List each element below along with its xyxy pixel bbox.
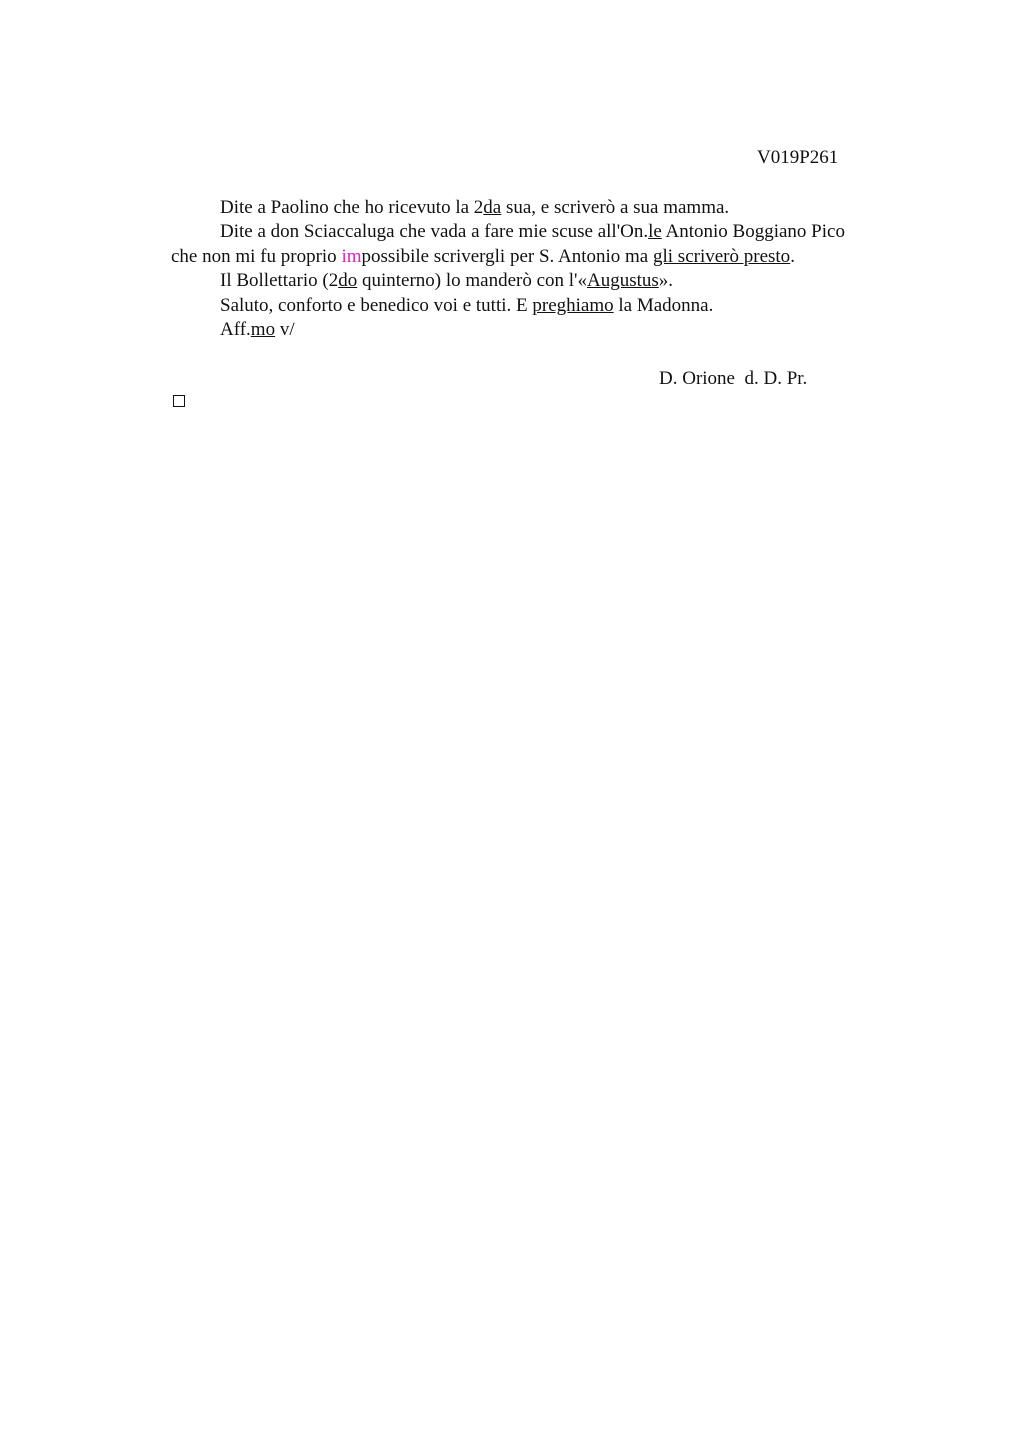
underlined-text: da bbox=[483, 197, 502, 218]
letter-body bbox=[171, 196, 906, 342]
underlined-text: preghiamo bbox=[532, 294, 614, 316]
underlined-text: Augustus bbox=[586, 270, 659, 292]
text-run: ». bbox=[658, 270, 674, 292]
text-run: la Madonna. bbox=[613, 294, 714, 316]
page-reference: V019P261 bbox=[757, 147, 839, 168]
text-run: Il Bollettario (2 bbox=[220, 270, 339, 292]
text-run: sua, e scriverò a sua mamma. bbox=[501, 197, 730, 218]
text-run: v/ bbox=[275, 319, 295, 341]
paragraph-2 bbox=[171, 220, 906, 244]
text-run: quinterno) lo manderò con l'« bbox=[357, 270, 587, 292]
text-run: possibile scrivergli per S. Antonio ma bbox=[361, 245, 653, 267]
paragraph-1 bbox=[171, 196, 906, 220]
paragraph-4 bbox=[171, 294, 906, 318]
paragraph-2-continuation bbox=[171, 245, 906, 269]
text-run: che non mi fu proprio bbox=[171, 245, 342, 267]
square-outline-icon bbox=[173, 395, 185, 407]
text-run: Saluto, conforto e benedico voi e tutti. E bbox=[220, 294, 533, 316]
text-run: Aff. bbox=[220, 319, 251, 341]
text-run: . bbox=[790, 245, 795, 267]
underlined-text: mo bbox=[250, 319, 276, 341]
underlined-text: do bbox=[338, 270, 358, 292]
text-run: Dite a Paolino che ho ricevuto la 2 bbox=[220, 197, 484, 218]
paragraph-5-closing bbox=[171, 318, 906, 342]
paragraph-3 bbox=[171, 269, 906, 293]
signature: D. Orione d. D. Pr. bbox=[659, 368, 808, 389]
text-run: Dite a don Sciaccaluga che vada a fare mie scuse all'On. bbox=[220, 221, 649, 243]
text-run: Antonio Boggiano Pico bbox=[661, 221, 845, 243]
underlined-text: le bbox=[648, 221, 662, 243]
magenta-text: im bbox=[341, 245, 362, 267]
underlined-text: gli scriverò presto bbox=[653, 245, 791, 267]
